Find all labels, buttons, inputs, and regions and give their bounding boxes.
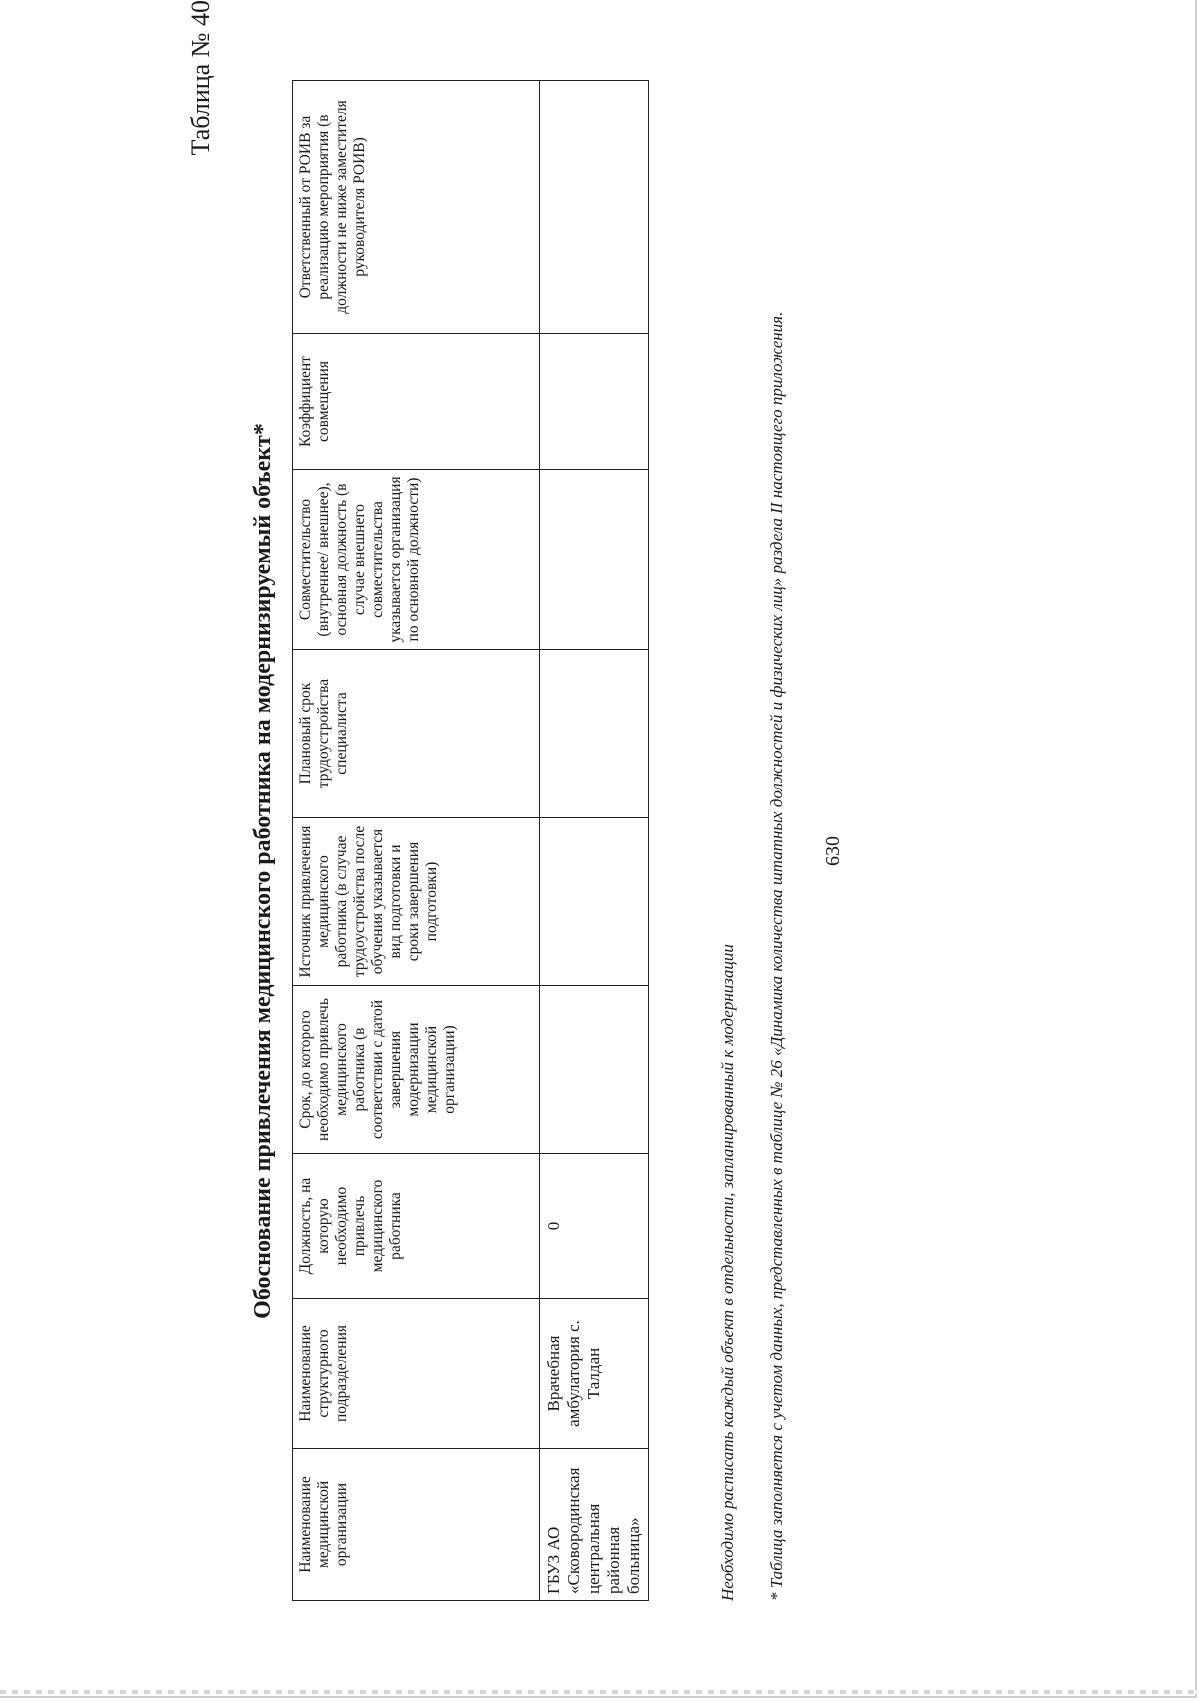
- cell-deadline: [540, 986, 649, 1154]
- header-cell-organization: Наименование медицинской организации: [293, 1449, 540, 1601]
- header-cell-deadline: Срок, до которого необходимо привлечь медицинского работника (в соответствии с датой завершения модернизации медицинской организации): [293, 986, 540, 1154]
- header-cell-coefficient: Коэффициент совмещения: [293, 334, 540, 470]
- table-label: Таблица № 40: [186, 0, 215, 156]
- note-text: Необходимо расписать каждый объект в отдельности, запланированный к модернизации: [718, 944, 737, 1601]
- page-number: 630: [822, 836, 844, 866]
- cell-subdivision: Врачебная амбулатория с. Талдан: [540, 1299, 649, 1449]
- table-header-row: [293, 81, 540, 1601]
- header-cell-combination: Совместительство (внутреннее/ внешнее), основная должность (в случае внешнего совместительства указывается организация по основной должности): [293, 470, 540, 650]
- cell-organization: ГБУЗ АО «Сковородинская центральная районная больница»: [540, 1449, 649, 1601]
- header-cell-subdivision: Наименование структурного подразделения: [293, 1299, 540, 1449]
- cell-responsible: [540, 81, 649, 334]
- document-title: Обоснование привлечения медицинского работника на модернизируемый объект*: [250, 423, 276, 1319]
- header-cell-responsible: Ответственный от РОИВ за реализацию мероприятия (в должности не ниже заместителя руководителя РОИВ): [293, 81, 540, 334]
- footnote-text: * Таблица заполняется с учетом данных, представленных в таблице № 26 «Динамика количества штатных должностей и физических лиц» раздела II настоящего приложения.: [767, 311, 786, 1601]
- header-cell-source: Источник привлечения медицинского работника (в случае трудоустройства после обучения указывается вид подготовки и сроки завершения подготовки): [293, 818, 540, 986]
- cell-source: [540, 818, 649, 986]
- cell-coefficient: [540, 334, 649, 470]
- cell-planned-date: [540, 650, 649, 818]
- header-cell-planned-date: Плановый срок трудоустройства специалиста: [293, 650, 540, 818]
- justification-table: [292, 80, 649, 1601]
- cell-position: 0: [540, 1154, 649, 1299]
- table-row: [540, 81, 649, 1601]
- cell-combination: [540, 470, 649, 650]
- header-cell-position: Должность, на которую необходимо привлечь медицинского работника: [293, 1154, 540, 1299]
